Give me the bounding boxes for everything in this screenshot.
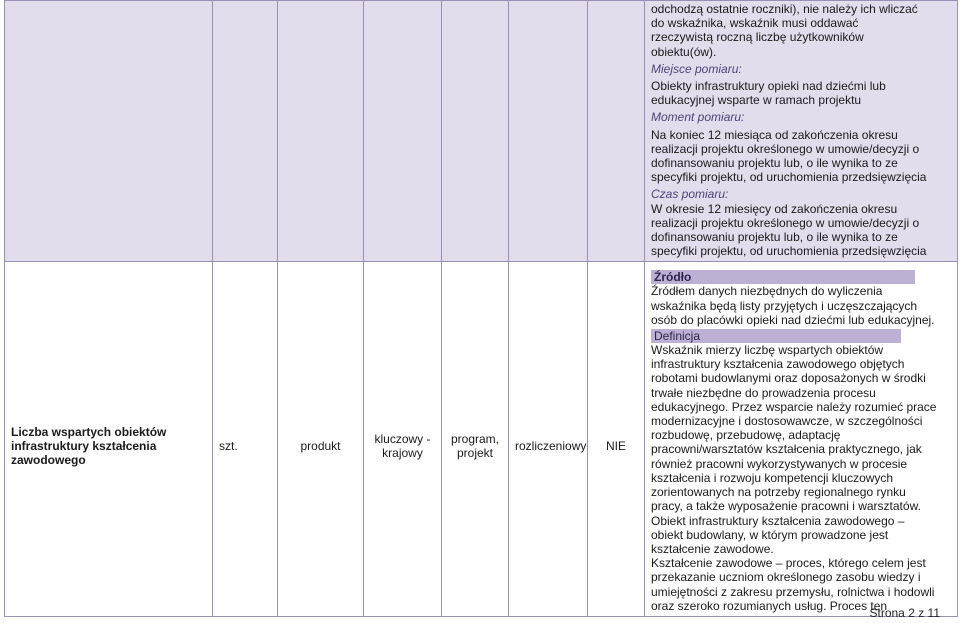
page-number: Strona 2 z 11 — [869, 606, 940, 620]
empty-category-cell — [364, 1, 442, 262]
czas-heading: Czas pomiaru: — [651, 187, 729, 202]
indicator-name: Liczba wspartych obiektów infrastruktury kształcenia zawodowego — [11, 425, 167, 468]
category-cell — [364, 262, 442, 616]
empty-flag-cell — [588, 1, 645, 262]
intro-line: rzeczywistą roczną liczbę użytkowników — [651, 30, 864, 45]
zrodlo-label: Źródło — [651, 270, 915, 284]
empty-level-cell — [442, 1, 509, 262]
indicator-settlement: rozliczeniowy — [515, 439, 587, 454]
definicja-line: umiejętności z zakresu przemysłu, rolnictwa i hodowli — [651, 584, 935, 599]
czas-line: realizacji projektu określonego w umowie/decyzji o — [651, 215, 920, 230]
definicja-line: rozbudowę, przebudowę, adaptację — [651, 428, 841, 443]
intro-line: do wskaźnika, wskaźnik musi oddawać — [651, 16, 859, 31]
moment-line: dofinansowaniu projektu lub, o ile wynika to ze — [651, 156, 898, 171]
settlement-cell — [509, 262, 588, 616]
definicja-line: oraz szeroko rozumianych usług. Proces ten — [651, 598, 888, 613]
moment-line: Na koniec 12 miesiąca od zakończenia okresu — [651, 127, 898, 142]
indicator-table — [4, 0, 958, 617]
miejsce-line: edukacyjnej wsparte w ramach projektu — [651, 93, 862, 108]
definicja-line: również pracowni wykorzystywanych w procesie — [651, 456, 908, 471]
indicator-type: produkt — [300, 439, 341, 454]
definicja-line: zorientowanych na potrzeby regionalnego rynku — [651, 485, 906, 500]
definicja-line: robotami budowlanymi oraz doposażonych w środki — [651, 371, 926, 386]
definicja-line: infrastruktury kształcenia zawodowego objętych — [651, 357, 905, 372]
definicja-line: przekazanie uczniom określonego zasobu wiedzy i — [651, 570, 921, 585]
zrodlo-line: osób do placówki opieki nad dziećmi lub edukacyjnej. — [651, 312, 935, 327]
description-cell-top — [645, 1, 958, 262]
definicja-line: Wskaźnik mierzy liczbę wspartych obiektów — [651, 343, 884, 358]
zrodlo-line: wskaźnika będą listy przyjętych i uczęszczających — [651, 298, 918, 313]
definicja-line: kształcenia i rozwoju kompetencji kluczowych — [651, 470, 894, 485]
definicja-line: edukacyjnego. Przez wsparcie należy rozumieć prace — [651, 399, 937, 414]
indicator-unit: szt. — [219, 439, 238, 454]
indicator-level: program, projekt — [450, 432, 500, 461]
czas-line: dofinansowaniu projektu lub, o ile wynika to ze — [651, 230, 898, 245]
definicja-line: pracowni/warsztatów kształcenia praktycznego, jak — [651, 442, 922, 457]
indicator-name-cell — [5, 262, 213, 616]
description-cell-bottom — [645, 262, 958, 616]
definicja-line: Obiekt infrastruktury kształcenia zawodowego – — [651, 513, 905, 528]
czas-line: W okresie 12 miesięcy od zakończenia okresu — [651, 201, 898, 216]
intro-line: odchodzą ostatnie roczniki), nie należy ich wliczać — [651, 2, 918, 16]
indicator-row — [5, 262, 958, 616]
definicja-line: trwałe niezbędne do prowadzenia procesu — [651, 385, 876, 400]
previous-indicator-row — [5, 1, 958, 262]
moment-line: specyfiki projektu, od uruchomienia przedsięwzięcia — [651, 170, 927, 185]
definicja-line: pracy, a także wyposażenie pracowni i warsztatów. — [651, 499, 921, 514]
indicator-flag: NIE — [605, 439, 626, 454]
empty-name-cell — [5, 1, 213, 262]
empty-unit-cell — [213, 1, 278, 262]
definicja-line: Kształcenie zawodowe – proces, którego celem jest — [651, 556, 926, 571]
definicja-line: kształcenie zawodowe. — [651, 541, 774, 556]
czas-line: specyfiki projektu, od uruchomienia przedsięwzięcia — [651, 244, 927, 259]
definicja-line: modernizacyjne i dostosowawcze, w szczególności — [651, 414, 923, 429]
moment-heading: Moment pomiaru: — [651, 110, 745, 125]
zrodlo-line: Źródłem danych niezbędnych do wyliczenia — [651, 284, 883, 299]
miejsce-line: Obiekty infrastruktury opieki nad dziećmi lub — [651, 79, 886, 94]
empty-settlement-cell — [509, 1, 588, 262]
definicja-line: obiekt budowlany, w którym prowadzone jest — [651, 527, 889, 542]
level-cell — [442, 262, 509, 616]
unit-cell — [213, 262, 278, 616]
indicator-category: kluczowy - krajowy — [374, 432, 431, 461]
definicja-label: Definicja — [651, 329, 901, 343]
empty-type-cell — [278, 1, 364, 262]
type-cell — [278, 262, 364, 616]
flag-cell — [588, 262, 645, 616]
intro-line: obiektu(ów). — [651, 44, 717, 59]
miejsce-heading: Miejsce pomiaru: — [651, 61, 742, 76]
moment-line: realizacji projektu określonego w umowie/decyzji o — [651, 141, 920, 156]
